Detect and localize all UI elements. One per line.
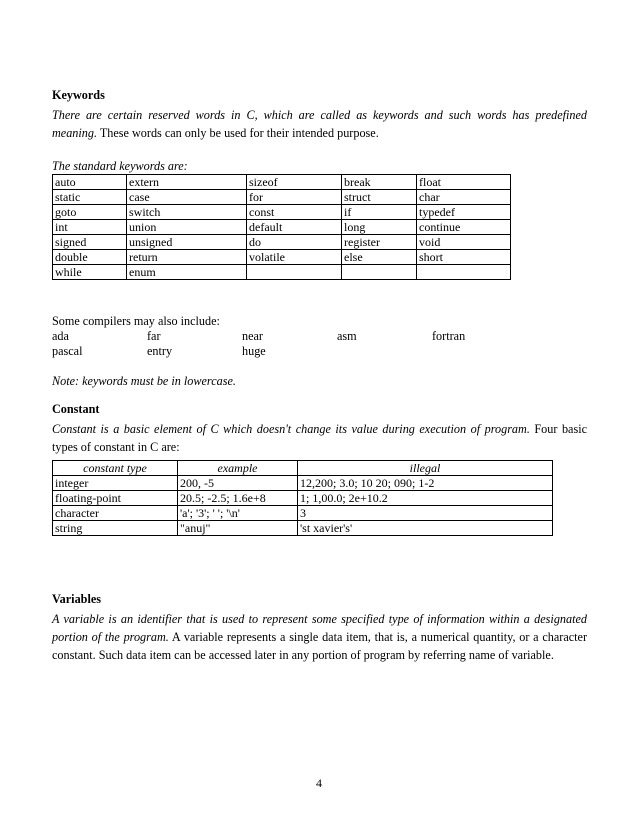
keyword-cell: extern xyxy=(127,175,247,190)
keyword-cell: break xyxy=(342,175,417,190)
keyword-cell: sizeof xyxy=(247,175,342,190)
compiler-keyword: huge xyxy=(242,344,266,358)
keyword-cell: continue xyxy=(417,220,511,235)
keyword-cell: char xyxy=(417,190,511,205)
compiler-keyword: pascal xyxy=(52,344,83,358)
variables-heading: Variables xyxy=(52,592,101,606)
keyword-cell xyxy=(417,265,511,280)
keywords-table-row xyxy=(53,265,511,280)
constant-intro xyxy=(52,420,587,456)
keyword-cell: const xyxy=(247,205,342,220)
keyword-cell: union xyxy=(127,220,247,235)
keyword-cell: int xyxy=(53,220,127,235)
constant-heading: Constant xyxy=(52,402,100,416)
keywords-intro-normal: These words can only be used for their intended purpose. xyxy=(97,126,379,140)
constant-table-row xyxy=(53,476,553,491)
constant-header-type: constant type xyxy=(53,461,178,476)
constant-intro-italic: Constant is a basic element of C which doesn't change its value during execution of program. xyxy=(52,422,530,436)
compiler-keyword xyxy=(432,344,527,359)
constant-type-cell: integer xyxy=(53,476,178,491)
constant-illegal-cell: 1; 1,00.0; 2e+10.2 xyxy=(298,491,553,506)
keyword-cell: case xyxy=(127,190,247,205)
compiler-keyword: near xyxy=(242,329,263,343)
keyword-cell xyxy=(342,265,417,280)
constant-illegal-cell: 3 xyxy=(298,506,553,521)
variables-intro-italic: A variable is an identifier that is used to represent some specified type of information within a designated portion of the program. xyxy=(52,612,587,644)
constant-table-header-row xyxy=(53,461,553,476)
keyword-cell: auto xyxy=(53,175,127,190)
constant-type-cell: character xyxy=(53,506,178,521)
keywords-table xyxy=(52,174,511,280)
compiler-keyword xyxy=(337,344,432,359)
keyword-cell: float xyxy=(417,175,511,190)
constant-illegal-cell: 'st xavier's' xyxy=(298,521,553,536)
compiler-keyword: far xyxy=(147,329,161,343)
constant-table xyxy=(52,460,553,536)
keyword-cell: else xyxy=(342,250,417,265)
compilers-keyword-grid xyxy=(52,329,587,359)
keyword-cell: enum xyxy=(127,265,247,280)
compiler-keyword: ada xyxy=(52,329,69,343)
constant-table-row xyxy=(53,506,553,521)
constant-table-row xyxy=(53,521,553,536)
constant-example-cell: 20.5; -2.5; 1.6e+8 xyxy=(178,491,298,506)
keywords-list-label: The standard keywords are: xyxy=(52,159,188,173)
keyword-cell: double xyxy=(53,250,127,265)
keyword-cell: for xyxy=(247,190,342,205)
constant-table-body xyxy=(53,476,553,536)
keyword-cell: typedef xyxy=(417,205,511,220)
keyword-cell: register xyxy=(342,235,417,250)
keyword-cell: struct xyxy=(342,190,417,205)
constant-header-example: example xyxy=(178,461,298,476)
constant-example-cell: "anuj" xyxy=(178,521,298,536)
keyword-cell: switch xyxy=(127,205,247,220)
constant-example-cell: 200, -5 xyxy=(178,476,298,491)
keyword-cell: long xyxy=(342,220,417,235)
keywords-table-row xyxy=(53,235,511,250)
keyword-cell: if xyxy=(342,205,417,220)
keyword-cell: static xyxy=(53,190,127,205)
keyword-cell: void xyxy=(417,235,511,250)
keywords-intro-italic: There are certain reserved words in C, which are called as keywords and such words has predefined meaning. xyxy=(52,108,587,140)
constant-example-cell: 'a'; '3'; ' '; '\n' xyxy=(178,506,298,521)
constant-type-cell: floating-point xyxy=(53,491,178,506)
constant-table-row xyxy=(53,491,553,506)
compilers-label: Some compilers may also include: xyxy=(52,314,220,328)
constant-illegal-cell: 12,200; 3.0; 10 20; 090; 1-2 xyxy=(298,476,553,491)
compiler-keyword: entry xyxy=(147,344,173,358)
variables-intro xyxy=(52,610,587,664)
keyword-cell: do xyxy=(247,235,342,250)
keyword-cell: short xyxy=(417,250,511,265)
keyword-cell: goto xyxy=(53,205,127,220)
compiler-keyword: asm xyxy=(337,329,357,343)
keyword-cell: return xyxy=(127,250,247,265)
keywords-table-row xyxy=(53,250,511,265)
keywords-heading: Keywords xyxy=(52,88,105,102)
keywords-note: Note: keywords must be in lowercase. xyxy=(52,374,236,388)
keyword-cell: default xyxy=(247,220,342,235)
keywords-table-row xyxy=(53,220,511,235)
keywords-table-body xyxy=(53,175,511,280)
variables-intro-normal: A variable represents a single data item, that is, a numerical quantity, or a character constant. Such data item can be accessed later in any portion of program by referring name of variable. xyxy=(52,630,588,662)
keyword-cell: while xyxy=(53,265,127,280)
constant-intro-normal: Four basic types of constant in C are: xyxy=(52,422,587,454)
document-page xyxy=(52,88,587,664)
constant-header-illegal: illegal xyxy=(298,461,553,476)
constant-type-cell: string xyxy=(53,521,178,536)
keyword-cell: unsigned xyxy=(127,235,247,250)
page-number: 4 xyxy=(316,776,322,790)
compiler-keyword: fortran xyxy=(432,329,466,343)
keyword-cell xyxy=(247,265,342,280)
keyword-cell: signed xyxy=(53,235,127,250)
keywords-table-row xyxy=(53,190,511,205)
keyword-cell: volatile xyxy=(247,250,342,265)
keywords-intro xyxy=(52,106,587,142)
keywords-table-row xyxy=(53,205,511,220)
keywords-table-row xyxy=(53,175,511,190)
